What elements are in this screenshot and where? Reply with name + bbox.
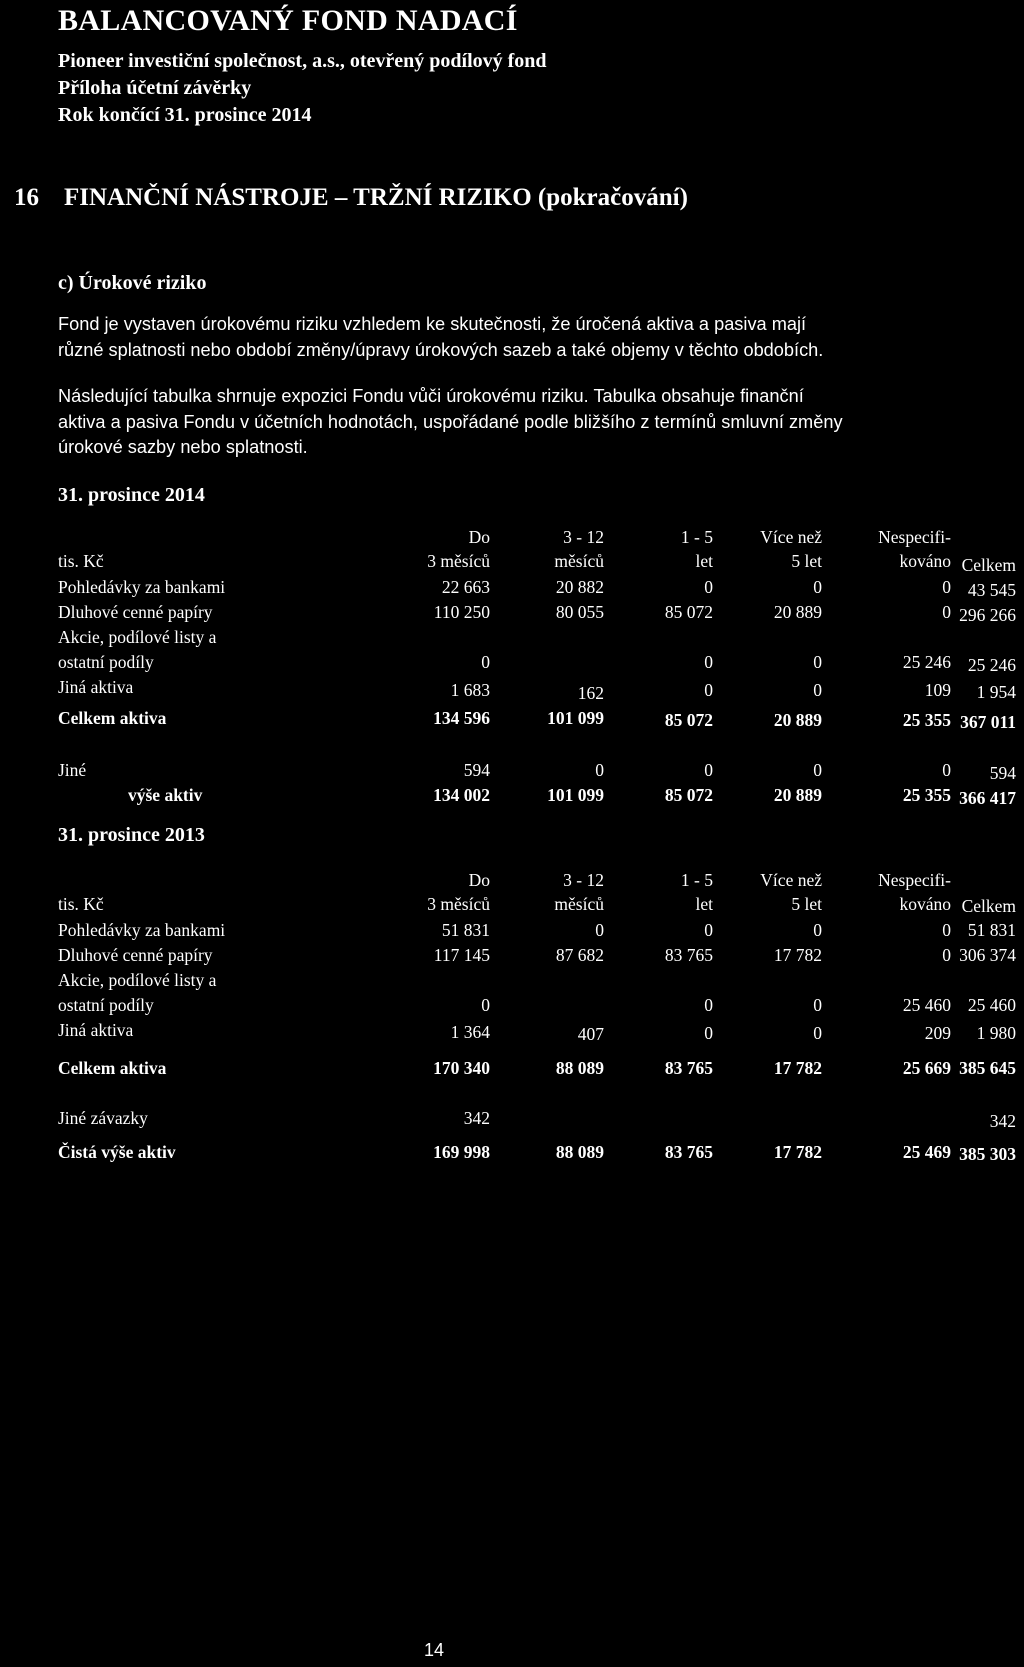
table-header-row — [58, 527, 1018, 551]
table-header-row — [58, 551, 1018, 575]
column-header: 3 měsíců — [427, 551, 490, 571]
table-cell: 367 011 — [960, 712, 1016, 732]
table-cell: 85 072 — [664, 785, 713, 805]
row-label: Celkem aktiva — [58, 708, 167, 728]
column-header: 5 let — [791, 551, 822, 571]
year-line: Rok končící 31. prosince 2014 — [58, 104, 312, 126]
column-header: měsíců — [554, 551, 604, 571]
year-heading-2014: 31. prosince 2014 — [58, 484, 205, 506]
row-label: Pohledávky za bankami — [58, 920, 226, 940]
table-cell: 0 — [595, 920, 604, 940]
table-cell: 20 889 — [773, 710, 822, 730]
table-header-row — [58, 894, 1018, 918]
table-cell: 169 998 — [433, 1142, 490, 1162]
paragraph-2-line-3: úrokové sazby nebo splatnosti. — [58, 437, 308, 457]
row-label: ostatní podíly — [58, 652, 154, 672]
section-number: 16 — [14, 184, 39, 211]
column-header: 5 let — [791, 894, 822, 914]
table-cell: 385 303 — [959, 1144, 1016, 1164]
table-cell: 25 355 — [902, 710, 951, 730]
row-label: Akcie, podílové listy a — [58, 970, 217, 990]
table-row — [58, 760, 1018, 784]
unit-label: tis. Kč — [58, 894, 104, 914]
row-label: Jiné — [58, 760, 87, 780]
column-header: 3 - 12 — [563, 527, 604, 547]
table-cell: 0 — [813, 1023, 822, 1043]
column-header: kováno — [899, 894, 951, 914]
row-label: Celkem aktiva — [58, 1058, 167, 1078]
table-row — [58, 995, 1018, 1019]
table-cell: 0 — [704, 920, 713, 940]
table-cell: 1 364 — [450, 1022, 490, 1042]
table-cell: 17 782 — [773, 1142, 822, 1162]
paragraph-1-line-2: různé splatnosti nebo období změny/úpravy úrokových sazeb a také objemy v těchto obdobích. — [58, 339, 824, 360]
table-cell: 0 — [942, 945, 951, 965]
table-cell: 101 099 — [547, 785, 604, 805]
column-header: 1 - 5 — [680, 870, 713, 890]
column-header: 1 - 5 — [680, 527, 713, 547]
table-cell: 594 — [989, 763, 1016, 783]
section-heading — [14, 184, 688, 212]
row-label: Jiné závazky — [58, 1108, 148, 1128]
column-header: kováno — [899, 551, 951, 571]
table-cell: 25 355 — [902, 785, 951, 805]
table-cell: 0 — [704, 760, 713, 780]
table-cell: 1 954 — [976, 682, 1016, 702]
table-cell: 0 — [813, 995, 822, 1015]
table-cell: 88 089 — [555, 1142, 604, 1162]
table-cell: 0 — [942, 920, 951, 940]
table-cell: 51 831 — [967, 920, 1016, 940]
table-cell: 134 596 — [433, 708, 490, 728]
table-cell: 0 — [813, 920, 822, 940]
table-cell: 83 765 — [664, 1142, 713, 1162]
table-cell: 0 — [481, 995, 490, 1015]
fund-title: BALANCOVANÝ FOND NADACÍ — [58, 4, 518, 37]
section-title: FINANČNÍ NÁSTROJE – TRŽNÍ RIZIKO (pokračování) — [64, 184, 688, 211]
table-cell: 162 — [577, 683, 604, 703]
table-cell: 407 — [577, 1024, 604, 1044]
table-cell: 0 — [813, 680, 822, 700]
table-row — [58, 945, 1018, 969]
table-cell: 366 417 — [959, 788, 1016, 808]
table-row-total — [58, 1058, 1018, 1082]
table-cell: 0 — [813, 652, 822, 672]
table-cell: 88 089 — [555, 1058, 604, 1078]
table-row — [58, 577, 1018, 601]
table-row — [58, 627, 1018, 651]
column-header: Do — [468, 870, 490, 890]
table-cell: 80 055 — [555, 602, 604, 622]
table-row-total — [58, 708, 1018, 732]
table-row — [58, 1020, 1018, 1044]
column-header: let — [695, 551, 713, 571]
table-cell: 385 645 — [959, 1058, 1016, 1078]
table-cell: 22 663 — [441, 577, 490, 597]
paragraph-1-line-1: Fond je vystaven úrokovému riziku vzhledem ke skutečnosti, že úročená aktiva a pasiva mají — [58, 314, 807, 334]
table-cell: 0 — [595, 760, 604, 780]
table-row — [58, 920, 1018, 944]
column-header: 3 měsíců — [427, 894, 490, 914]
table-row — [58, 970, 1018, 994]
table-cell: 0 — [704, 652, 713, 672]
table-row-total — [58, 785, 1018, 809]
table-cell: 0 — [942, 760, 951, 780]
table-cell: 109 — [924, 680, 951, 700]
row-label: Dluhové cenné papíry — [58, 602, 213, 622]
table-cell: 25 246 — [967, 655, 1016, 675]
table-cell: 43 545 — [967, 580, 1016, 600]
table-cell: 0 — [942, 577, 951, 597]
table-cell: 594 — [463, 760, 490, 780]
table-cell: 83 765 — [664, 1058, 713, 1078]
subsection-heading: c) Úrokové riziko — [58, 272, 207, 294]
paragraph-2 — [58, 384, 1018, 461]
table-cell: 83 765 — [664, 945, 713, 965]
table-cell: 25 669 — [902, 1058, 951, 1078]
table-cell: 306 374 — [959, 945, 1016, 965]
table-cell: 110 250 — [433, 602, 490, 622]
table-cell: 1 980 — [976, 1023, 1016, 1043]
table-header-row — [58, 870, 1018, 894]
table-row — [58, 602, 1018, 626]
table-cell: 134 002 — [433, 785, 490, 805]
table-cell: 101 099 — [547, 708, 604, 728]
table-cell: 209 — [924, 1023, 951, 1043]
column-header: Více než — [760, 870, 822, 890]
company-line: Pioneer investiční společnost, a.s., otevřený podílový fond — [58, 50, 547, 72]
row-label: ostatní podíly — [58, 995, 154, 1015]
paragraph-1 — [58, 312, 1018, 363]
column-header: Více než — [760, 527, 822, 547]
table-cell: 87 682 — [555, 945, 604, 965]
table-row — [58, 1108, 1018, 1132]
table-cell: 0 — [481, 652, 490, 672]
table-cell: 20 882 — [555, 577, 604, 597]
row-label: Jiná aktiva — [58, 1020, 134, 1040]
attachment-line: Příloha účetní závěrky — [58, 77, 252, 99]
table-cell: 0 — [813, 577, 822, 597]
table-cell: 25 469 — [902, 1142, 951, 1162]
table-cell: 0 — [704, 680, 713, 700]
page-number: 14 — [424, 1640, 445, 1660]
column-header: Celkem — [961, 896, 1016, 916]
table-cell: 25 460 — [967, 995, 1016, 1015]
table-cell: 25 246 — [902, 652, 951, 672]
table-row — [58, 652, 1018, 676]
table-cell: 85 072 — [664, 710, 713, 730]
row-label: Čistá výše aktiv — [58, 1142, 176, 1162]
row-label: Pohledávky za bankami — [58, 577, 226, 597]
column-header: Nespecifi- — [878, 527, 951, 547]
unit-label: tis. Kč — [58, 551, 104, 571]
row-label: Jiná aktiva — [58, 677, 134, 697]
table-cell: 0 — [942, 602, 951, 622]
paragraph-2-line-2: aktiva a pasiva Fondu v účetních hodnotách, uspořádané podle bližšího z termínů smluvní změny — [58, 411, 843, 432]
row-label: výše aktiv — [128, 785, 203, 805]
table-cell: 342 — [989, 1111, 1016, 1131]
column-header: měsíců — [554, 894, 604, 914]
column-header: Celkem — [961, 555, 1016, 575]
table-cell: 51 831 — [441, 920, 490, 940]
table-cell: 20 889 — [773, 602, 822, 622]
table-cell: 17 782 — [773, 945, 822, 965]
table-cell: 17 782 — [773, 1058, 822, 1078]
table-cell: 20 889 — [773, 785, 822, 805]
table-cell: 296 266 — [959, 605, 1016, 625]
column-header: 3 - 12 — [563, 870, 604, 890]
table-cell: 0 — [704, 1023, 713, 1043]
row-label: Akcie, podílové listy a — [58, 627, 217, 647]
table-cell: 0 — [704, 995, 713, 1015]
table-cell: 0 — [813, 760, 822, 780]
column-header: let — [695, 894, 713, 914]
table-row-total — [58, 1142, 1018, 1166]
paragraph-2-line-1: Následující tabulka shrnuje expozici Fondu vůči úrokovému riziku. Tabulka obsahuje finanční — [58, 386, 804, 406]
table-cell: 85 072 — [664, 602, 713, 622]
column-header: Do — [468, 527, 490, 547]
table-cell: 117 145 — [433, 945, 490, 965]
table-cell: 342 — [463, 1108, 490, 1128]
table-cell: 0 — [704, 577, 713, 597]
table-row — [58, 677, 1018, 701]
table-cell: 170 340 — [433, 1058, 490, 1078]
year-heading-2013: 31. prosince 2013 — [58, 824, 205, 846]
column-header: Nespecifi- — [878, 870, 951, 890]
table-cell: 25 460 — [902, 995, 951, 1015]
table-cell: 1 683 — [450, 680, 490, 700]
row-label: Dluhové cenné papíry — [58, 945, 213, 965]
